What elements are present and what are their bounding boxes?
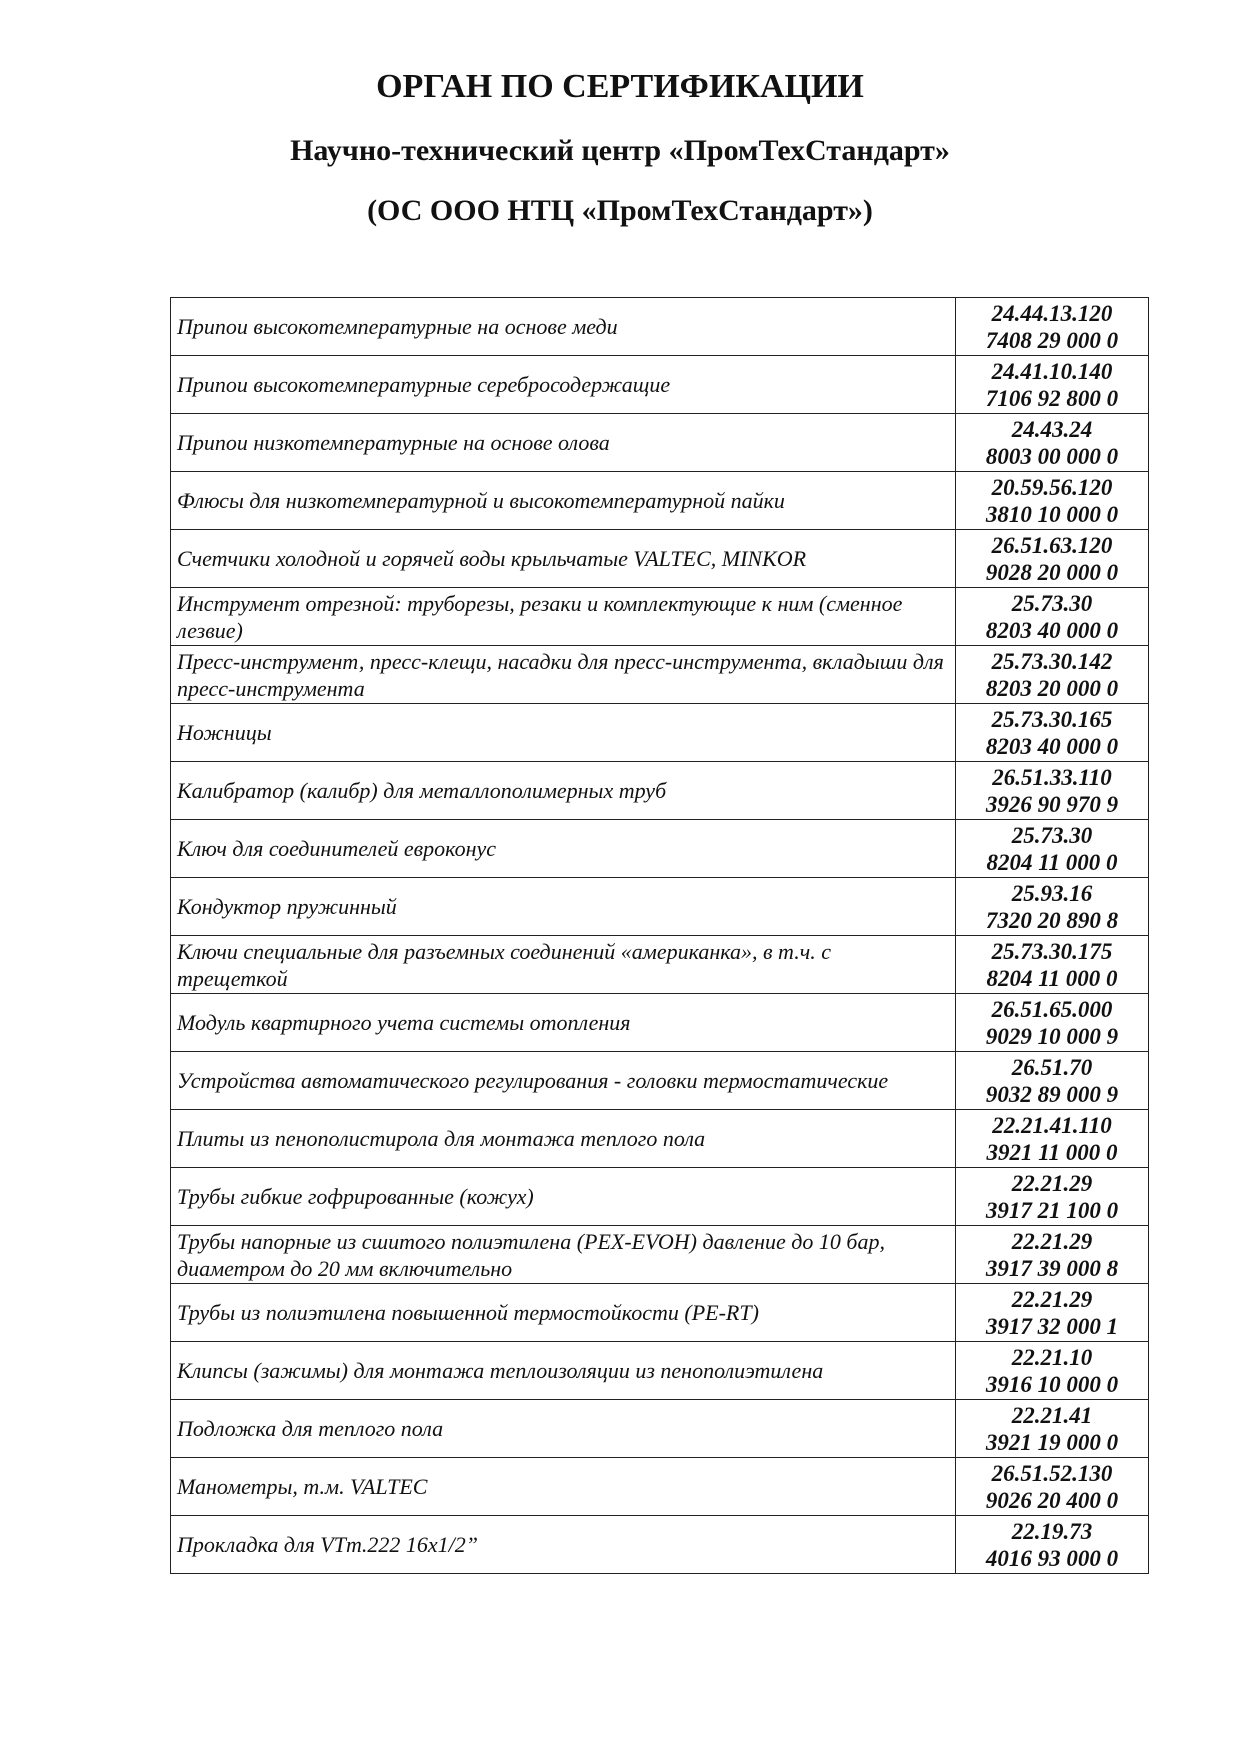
product-codes-cell [956, 994, 1149, 1052]
tnved-code: 9026 20 400 0 [985, 1487, 1119, 1513]
okpd-code: 22.21.41.110 [992, 1112, 1112, 1138]
table-row [171, 820, 1149, 878]
product-name: Ножницы [171, 704, 956, 762]
okpd-code: 22.19.73 [1011, 1518, 1093, 1544]
tnved-code: 8204 11 000 0 [986, 849, 1118, 875]
product-codes-cell [956, 1516, 1149, 1574]
okpd-code: 22.21.29 [1011, 1286, 1093, 1312]
product-codes-cell [956, 472, 1149, 530]
okpd-code: 22.21.41 [1011, 1402, 1093, 1428]
product-codes-cell [956, 646, 1149, 704]
product-codes-cell [956, 1168, 1149, 1226]
okpd-code: 26.51.52.130 [991, 1460, 1113, 1486]
product-codes-cell [956, 878, 1149, 936]
table-row [171, 1110, 1149, 1168]
product-codes-table [170, 297, 1149, 1574]
okpd-code: 26.51.63.120 [991, 532, 1113, 558]
tnved-code: 9028 20 000 0 [985, 559, 1119, 585]
table-row [171, 1516, 1149, 1574]
product-name: Клипсы (зажимы) для монтажа теплоизоляции из пенополиэтилена [171, 1342, 956, 1400]
okpd-code: 26.51.70 [1011, 1054, 1093, 1080]
tnved-code: 7408 29 000 0 [985, 327, 1119, 353]
product-codes-cell [956, 1342, 1149, 1400]
product-codes-cell [956, 1458, 1149, 1516]
document-header [0, 70, 1240, 226]
table-row [171, 994, 1149, 1052]
table-row [171, 878, 1149, 936]
product-name: Трубы гибкие гофрированные (кожух) [171, 1168, 956, 1226]
product-codes-cell [956, 530, 1149, 588]
product-name: Ключ для соединителей евроконус [171, 820, 956, 878]
product-codes-cell [956, 414, 1149, 472]
product-name: Калибратор (калибр) для металлополимерных труб [171, 762, 956, 820]
table-row [171, 356, 1149, 414]
okpd-code: 22.21.29 [1011, 1228, 1093, 1254]
table-row [171, 588, 1149, 646]
product-name: Трубы из полиэтилена повышенной термостойкости (PE-RT) [171, 1284, 956, 1342]
product-name: Трубы напорные из сшитого полиэтилена (PEX-EVOH) давление до 10 бар, диаметром до 20 мм включительно [171, 1226, 956, 1284]
product-name: Ключи специальные для разъемных соединений «американка», в т.ч. с трещеткой [171, 936, 956, 994]
product-codes-cell [956, 1400, 1149, 1458]
okpd-code: 22.21.29 [1011, 1170, 1093, 1196]
tnved-code: 7320 20 890 8 [985, 907, 1119, 933]
product-codes-cell [956, 820, 1149, 878]
table-row [171, 762, 1149, 820]
tnved-code: 9032 89 000 9 [985, 1081, 1119, 1107]
product-codes-cell [956, 936, 1149, 994]
organization-short-name: (ОС ООО НТЦ «ПромТехСтандарт») [367, 194, 873, 227]
table-row [171, 1052, 1149, 1110]
product-name: Счетчики холодной и горячей воды крыльчатые VALTEC, MINKOR [171, 530, 956, 588]
table-row [171, 530, 1149, 588]
product-name: Флюсы для низкотемпературной и высокотемпературной пайки [171, 472, 956, 530]
table-row [171, 1400, 1149, 1458]
product-name: Плиты из пенополистирола для монтажа теплого пола [171, 1110, 956, 1168]
product-codes-cell [956, 1284, 1149, 1342]
tnved-code: 4016 93 000 0 [985, 1545, 1119, 1571]
product-name: Припои высокотемпературные серебросодержащие [171, 356, 956, 414]
table-row [171, 704, 1149, 762]
product-name: Модуль квартирного учета системы отопления [171, 994, 956, 1052]
product-codes-cell [956, 356, 1149, 414]
product-name: Прокладка для VTm.222 16x1/2” [171, 1516, 956, 1574]
okpd-code: 26.51.65.000 [991, 996, 1113, 1022]
product-name: Подложка для теплого пола [171, 1400, 956, 1458]
product-codes-cell [956, 704, 1149, 762]
table-row [171, 1168, 1149, 1226]
okpd-code: 25.73.30 [1011, 590, 1093, 616]
table-row [171, 1458, 1149, 1516]
okpd-code: 25.73.30.142 [991, 648, 1113, 674]
okpd-code: 26.51.33.110 [992, 764, 1112, 790]
okpd-code: 25.73.30 [1011, 822, 1093, 848]
tnved-code: 3921 11 000 0 [986, 1139, 1118, 1165]
tnved-code: 8003 00 000 0 [985, 443, 1119, 469]
tnved-code: 3917 39 000 8 [985, 1255, 1119, 1281]
document-title: ОРГАН ПО СЕРТИФИКАЦИИ [376, 68, 864, 105]
table-row [171, 1342, 1149, 1400]
product-name: Припои высокотемпературные на основе меди [171, 298, 956, 356]
tnved-code: 8203 20 000 0 [985, 675, 1119, 701]
product-name: Инструмент отрезной: труборезы, резаки и комплектующие к ним (сменное лезвие) [171, 588, 956, 646]
table-row [171, 414, 1149, 472]
okpd-code: 24.41.10.140 [991, 358, 1113, 384]
table-row [171, 298, 1149, 356]
tnved-code: 3916 10 000 0 [985, 1371, 1119, 1397]
tnved-code: 3917 32 000 1 [985, 1313, 1119, 1339]
okpd-code: 25.73.30.165 [991, 706, 1113, 732]
table-row [171, 1284, 1149, 1342]
okpd-code: 25.73.30.175 [991, 938, 1113, 964]
product-codes-cell [956, 588, 1149, 646]
okpd-code: 24.44.13.120 [991, 300, 1113, 326]
tnved-code: 8204 11 000 0 [986, 965, 1118, 991]
product-codes-table-body [171, 298, 1149, 1574]
okpd-code: 22.21.10 [1011, 1344, 1093, 1370]
okpd-code: 25.93.16 [1011, 880, 1093, 906]
table-row [171, 646, 1149, 704]
product-codes-cell [956, 1110, 1149, 1168]
product-codes-cell [956, 762, 1149, 820]
product-codes-cell [956, 1226, 1149, 1284]
tnved-code: 3926 90 970 9 [985, 791, 1119, 817]
table-row [171, 936, 1149, 994]
product-name: Устройства автоматического регулирования - головки термостатические [171, 1052, 956, 1110]
tnved-code: 8203 40 000 0 [985, 733, 1119, 759]
table-row [171, 1226, 1149, 1284]
product-codes-cell [956, 298, 1149, 356]
okpd-code: 24.43.24 [1011, 416, 1093, 442]
tnved-code: 9029 10 000 9 [985, 1023, 1119, 1049]
tnved-code: 7106 92 800 0 [985, 385, 1119, 411]
product-name: Кондуктор пружинный [171, 878, 956, 936]
product-name: Припои низкотемпературные на основе олова [171, 414, 956, 472]
tnved-code: 3917 21 100 0 [985, 1197, 1119, 1223]
tnved-code: 3921 19 000 0 [985, 1429, 1119, 1455]
tnved-code: 8203 40 000 0 [985, 617, 1119, 643]
product-codes-cell [956, 1052, 1149, 1110]
product-name: Манометры, т.м. VALTEC [171, 1458, 956, 1516]
tnved-code: 3810 10 000 0 [985, 501, 1119, 527]
organization-name: Научно-технический центр «ПромТехСтандарт» [290, 134, 950, 167]
product-name: Пресс-инструмент, пресс-клещи, насадки для пресс-инструмента, вкладыши для пресс-инструмента [171, 646, 956, 704]
okpd-code: 20.59.56.120 [991, 474, 1113, 500]
table-row [171, 472, 1149, 530]
